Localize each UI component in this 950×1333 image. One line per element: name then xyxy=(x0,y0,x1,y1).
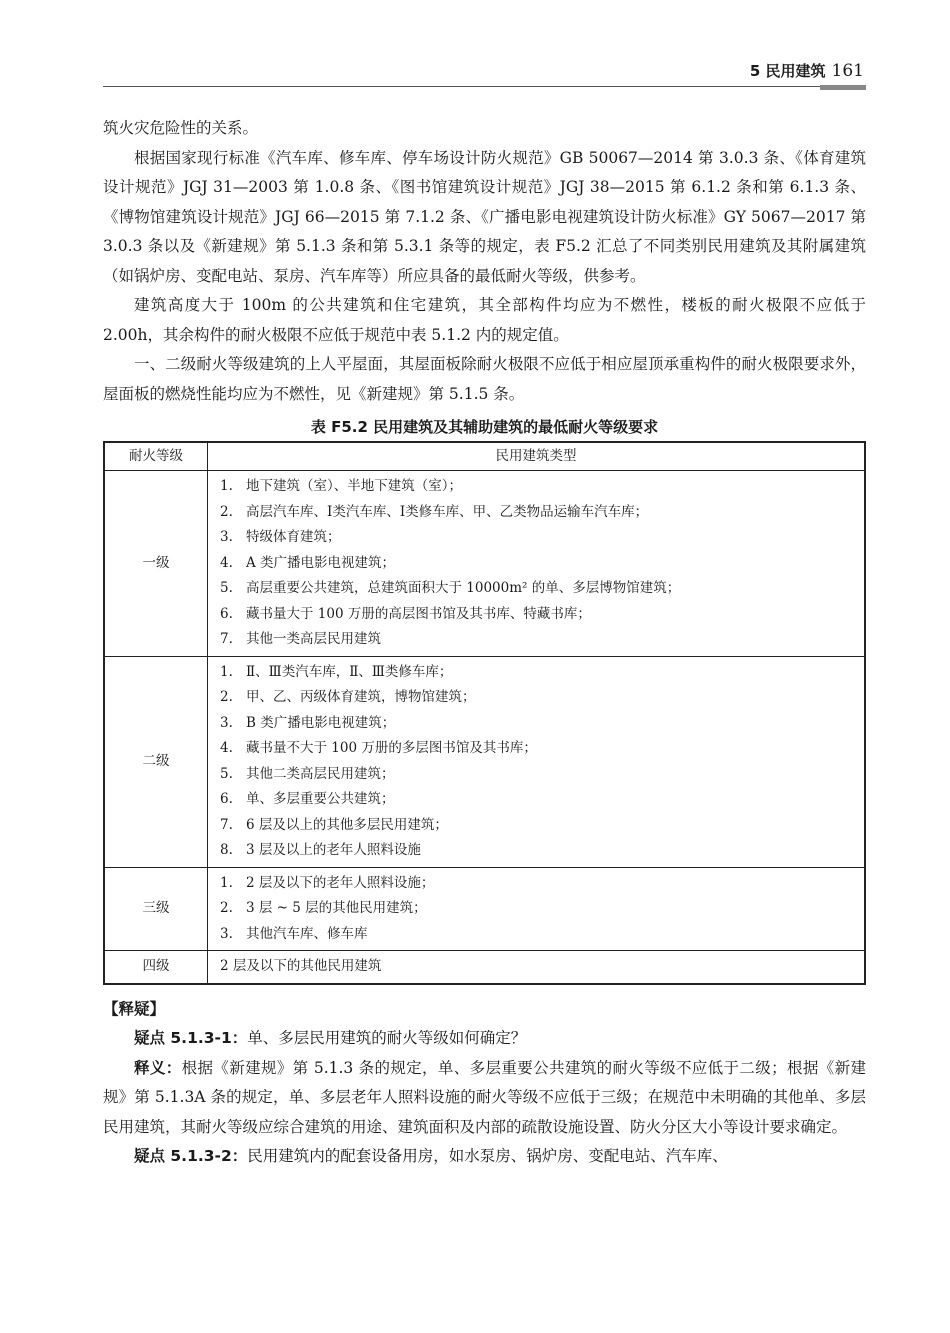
question-1 xyxy=(103,1024,866,1054)
building-type-item xyxy=(220,685,864,711)
fire-resistance-table xyxy=(103,441,866,985)
item-number: 6. xyxy=(220,791,233,807)
item-number: 3. xyxy=(220,529,233,545)
col-header-types: 民用建筑类型 xyxy=(208,442,866,471)
item-number: 5. xyxy=(220,765,233,782)
item-number: 1. xyxy=(220,874,233,891)
building-type-item xyxy=(220,551,864,577)
item-number: 1. xyxy=(220,478,233,494)
item-text: 其他一类高层民用建筑 xyxy=(246,631,381,647)
item-number: 2. xyxy=(220,689,233,705)
running-head xyxy=(750,60,864,81)
table-row xyxy=(104,867,865,951)
item-text: B 类广播电影电视建筑； xyxy=(246,714,396,731)
question-1-label: 疑点 5.1.3-1： xyxy=(134,1029,248,1047)
item-text: 甲、乙、丙级体育建筑，博物馆建筑； xyxy=(246,689,476,705)
header-decoration-bar xyxy=(820,85,866,90)
question-1-text: 单、多层民用建筑的耐火等级如何确定？ xyxy=(247,1029,527,1047)
item-number: 4. xyxy=(220,554,233,571)
qa-heading: 【释疑】 xyxy=(103,999,166,1018)
item-number: 2. xyxy=(220,900,233,916)
table-row xyxy=(104,656,865,867)
building-type-item xyxy=(220,896,864,922)
building-type-item xyxy=(220,711,864,737)
item-text: 其他二类高层民用建筑； xyxy=(246,765,395,782)
building-type-item xyxy=(220,474,864,500)
grade-cell: 二级 xyxy=(104,656,208,867)
page-number: 161 xyxy=(831,61,864,81)
paragraph: 一、二级耐火等级建筑的上人平屋面，其屋面板除耐火极限不应低于相应屋顶承重构件的耐火极限要求外，屋面板的燃烧性能均应为不燃性，见《新建规》第 5.1.5 条。 xyxy=(103,355,866,403)
grade-cell: 三级 xyxy=(104,867,208,951)
building-types-cell xyxy=(208,471,866,657)
grade-cell: 四级 xyxy=(104,951,208,984)
item-number: 3. xyxy=(220,714,233,731)
item-text: 藏书量大于 100 万册的高层图书馆及其书库、特藏书库； xyxy=(246,605,591,622)
item-number: 5. xyxy=(220,580,233,596)
item-text: 3 层 ~ 5 层的其他民用建筑； xyxy=(246,900,427,916)
building-type-item xyxy=(220,602,864,628)
building-type-item xyxy=(220,922,864,948)
item-number: 7. xyxy=(220,631,233,647)
question-2-text: 民用建筑内的配套设备用房，如水泵房、锅炉房、变配电站、汽车库、 xyxy=(247,1147,728,1165)
question-2 xyxy=(103,1142,866,1172)
building-type-item xyxy=(220,660,864,686)
page-header xyxy=(103,58,866,87)
item-text: 2 层及以下的其他民用建筑 xyxy=(220,958,382,974)
item-text: 3 层及以上的老年人照料设施 xyxy=(246,842,421,858)
item-number: 4. xyxy=(220,740,233,756)
paragraph: 建筑高度大于 100m 的公共建筑和住宅建筑，其全部构件均应为不燃性，楼板的耐火极限不应低于 2.00h，其余构件的耐火极限不应低于规范中表 5.1.2 内的规定值。 xyxy=(103,296,866,344)
answer-1-label: 释义： xyxy=(134,1058,182,1077)
item-text: 单、多层重要公共建筑； xyxy=(246,791,395,807)
item-number: 7. xyxy=(220,816,233,833)
grade-cell: 一级 xyxy=(104,471,208,657)
item-text: 高层重要公共建筑，总建筑面积大于 10000m² 的单、多层博物馆建筑； xyxy=(246,580,681,596)
table-row xyxy=(104,951,865,984)
building-type-item xyxy=(220,871,864,897)
item-text: 特级体育建筑； xyxy=(246,529,341,545)
building-types-cell xyxy=(208,951,866,984)
item-text: 高层汽车库、Ⅰ类汽车库、Ⅰ类修车库、甲、乙类物品运输车汽车库； xyxy=(246,503,649,520)
table-row xyxy=(104,471,865,657)
table-header-row xyxy=(104,442,865,471)
chapter-title: 5 民用建筑 xyxy=(749,62,826,80)
building-type-item xyxy=(220,576,864,602)
item-text: 2 层及以下的老年人照料设施； xyxy=(246,874,435,891)
item-number: 6. xyxy=(220,605,233,622)
item-number: 1. xyxy=(220,663,233,680)
table-caption: 表 F5.2 民用建筑及其辅助建筑的最低耐火等级要求 xyxy=(310,418,659,436)
answer-1 xyxy=(103,1054,866,1143)
building-types-cell xyxy=(208,656,866,867)
item-text: 地下建筑（室）、半地下建筑（室）； xyxy=(246,478,462,494)
item-number: 8. xyxy=(220,842,233,858)
building-type-item xyxy=(220,500,864,526)
building-type-item xyxy=(220,762,864,788)
building-type-item xyxy=(220,813,864,839)
item-text: 藏书量不大于 100 万册的多层图书馆及其书库； xyxy=(246,740,537,756)
building-type-item xyxy=(220,787,864,813)
paragraph: 根据国家现行标准《汽车库、修车库、停车场设计防火规范》GB 50067—2014 第 3.0.3 条、《体育建筑设计规范》JGJ 31—2003 第 1.0.8 条、《图书馆建筑设计规范》JGJ 38—2015 第 6.1.2 条和第 6.1.3 条、《博物馆建筑设计规范》JGJ 66—2015 第 7.1.2 条、《广播电影电视建筑设计防火标准》GY 5067—2017 第 3.0.3 条以及《新建规》第 5.1.3 条和第 5.3.1 条等的规定，表 F5.2 汇总了不同类别民用建筑及其附属建筑（如锅炉房、变配电站、泵房、汽车库等）所应具备的最低耐火等级，供参考。 xyxy=(103,148,866,285)
answer-1-text: 根据《新建规》第 5.1.3 条的规定，单、多层重要公共建筑的耐火等级不应低于二级；根据《新建规》第 5.1.3A 条的规定，单、多层老年人照料设施的耐火等级不应低于三级；在规范中未明确的其他单、多层民用建筑，其耐火等级应综合建筑的用途、建筑面积及内部的疏散设施设置、防火分区大小等设计要求确定。 xyxy=(103,1058,866,1136)
building-type-item xyxy=(220,627,864,653)
table-body xyxy=(104,471,865,984)
paragraph: 筑火灾危险性的关系。 xyxy=(103,119,259,137)
building-type-item xyxy=(220,736,864,762)
building-type-item xyxy=(220,525,864,551)
col-header-grade: 耐火等级 xyxy=(104,442,208,471)
building-types-cell xyxy=(208,867,866,951)
page-content xyxy=(103,114,866,1172)
item-number: 3. xyxy=(220,925,233,942)
building-type-item xyxy=(220,838,864,864)
building-type-item xyxy=(220,954,864,980)
question-2-label: 疑点 5.1.3-2： xyxy=(134,1147,248,1165)
item-number: 2. xyxy=(220,503,233,520)
item-text: 其他汽车库、修车库 xyxy=(246,925,368,942)
item-text: 6 层及以上的其他多层民用建筑； xyxy=(246,816,448,833)
item-text: A 类广播电影电视建筑； xyxy=(246,554,396,571)
item-text: Ⅱ、Ⅲ类汽车库，Ⅱ、Ⅲ类修车库； xyxy=(246,663,453,680)
